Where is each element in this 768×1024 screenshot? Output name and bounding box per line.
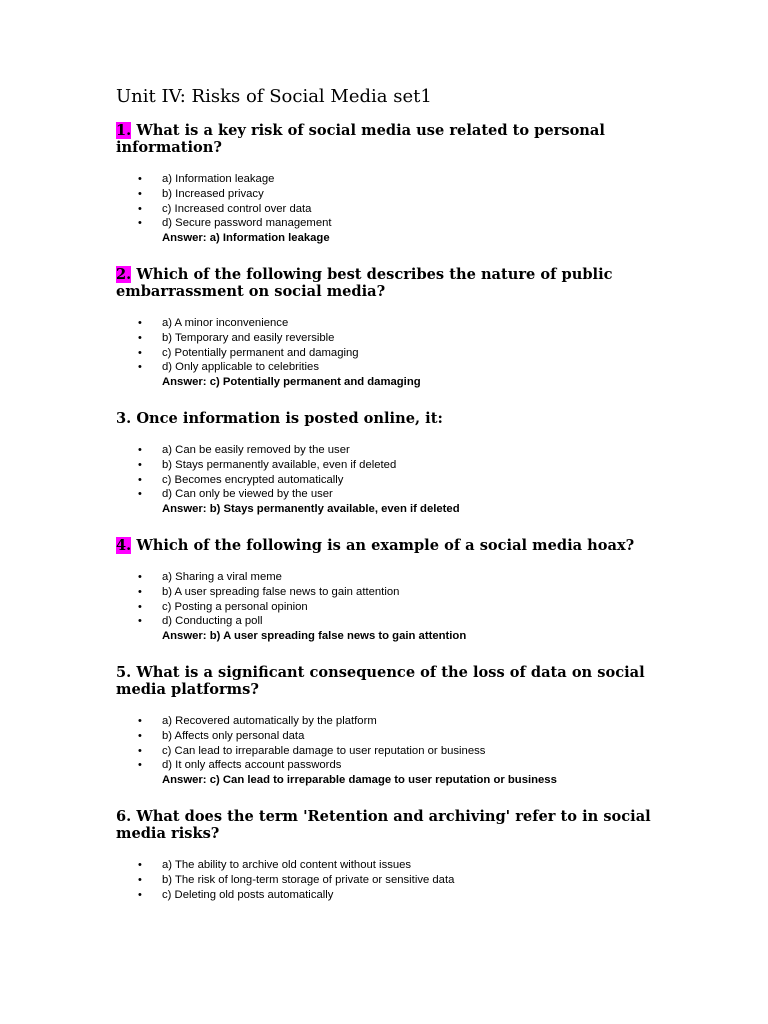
bullet-icon: • (138, 714, 142, 727)
option-text: c) Increased control over data (162, 202, 312, 215)
question-text (116, 122, 656, 156)
bullet-icon: • (138, 729, 142, 742)
option-item (116, 216, 656, 231)
question-text (116, 266, 656, 300)
option-list (116, 858, 656, 902)
question-text (116, 808, 656, 842)
option-item (116, 202, 656, 217)
bullet-icon: • (138, 202, 142, 215)
option-item (116, 473, 656, 488)
option-text: b) A user spreading false news to gain attention (162, 585, 400, 598)
option-item (116, 331, 656, 346)
answer-text: Answer: c) Can lead to irreparable damage to user reputation or business (162, 774, 557, 787)
answer-text: Answer: b) A user spreading false news to gain attention (162, 630, 467, 643)
bullet-icon: • (138, 331, 142, 344)
option-item (116, 172, 656, 187)
option-item (116, 758, 656, 773)
option-text: a) Can be easily removed by the user (162, 443, 350, 456)
option-text: c) Deleting old posts automatically (162, 888, 334, 901)
question-block (116, 122, 656, 246)
option-text: b) Temporary and easily reversible (162, 331, 335, 344)
bullet-icon: • (138, 443, 142, 456)
option-text: c) Can lead to irreparable damage to user reputation or business (162, 744, 486, 757)
bullet-icon: • (138, 570, 142, 583)
option-text: a) The ability to archive old content without issues (162, 858, 412, 871)
question-number: 6. (116, 807, 132, 825)
question-number: 2. (116, 265, 132, 283)
option-item (116, 360, 656, 375)
bullet-icon: • (138, 858, 142, 871)
bullet-icon: • (138, 217, 142, 230)
bullet-icon: • (138, 585, 142, 598)
question-body: What is a key risk of social media use related to personal information? (116, 122, 605, 156)
question-body: What does the term 'Retention and archiving' refer to in social media risks? (116, 807, 651, 842)
bullet-icon: • (138, 488, 142, 501)
option-item (116, 346, 656, 361)
question-body: Once information is posted online, it: (131, 409, 443, 427)
option-text: d) It only affects account passwords (162, 759, 342, 772)
bullet-icon: • (138, 173, 142, 185)
question-block (116, 537, 656, 644)
option-text: a) Recovered automatically by the platform (162, 714, 377, 727)
question-block (116, 410, 656, 517)
option-item (116, 187, 656, 202)
option-text: c) Potentially permanent and damaging (162, 346, 359, 359)
option-item (116, 729, 656, 744)
question-text (116, 410, 656, 427)
option-item (116, 600, 656, 615)
option-text: d) Only applicable to celebrities (162, 361, 319, 374)
question-block (116, 664, 656, 788)
option-list (116, 570, 656, 629)
question-number: 5. (116, 663, 132, 681)
option-item (116, 873, 656, 888)
question-number: 3. (116, 409, 132, 427)
option-text: b) Increased privacy (162, 187, 264, 200)
question-block (116, 266, 656, 390)
option-item (116, 570, 656, 585)
option-text: a) Sharing a viral meme (162, 570, 282, 583)
question-body: Which of the following is an example of a social media hoax? (131, 536, 635, 554)
bullet-icon: • (138, 615, 142, 628)
question-body: What is a significant consequence of the loss of data on social media platforms? (116, 663, 645, 698)
question-number: 1. (116, 122, 132, 139)
option-list (116, 443, 656, 502)
option-text: b) Affects only personal data (162, 729, 305, 742)
bullet-icon: • (138, 744, 142, 757)
option-text: c) Posting a personal opinion (162, 600, 308, 613)
answer-text: Answer: a) Information leakage (162, 232, 330, 245)
bullet-icon: • (138, 888, 142, 901)
option-text: d) Can only be viewed by the user (162, 488, 333, 501)
bullet-icon: • (138, 873, 142, 886)
document-title: Unit IV: Risks of Social Media set1 (116, 86, 432, 107)
answer-text: Answer: b) Stays permanently available, even if deleted (162, 503, 460, 516)
bullet-icon: • (138, 600, 142, 613)
option-text: d) Conducting a poll (162, 615, 263, 628)
option-text: c) Becomes encrypted automatically (162, 473, 344, 486)
bullet-icon: • (138, 346, 142, 359)
option-text: b) The risk of long-term storage of private or sensitive data (162, 873, 455, 886)
bullet-icon: • (138, 316, 142, 329)
option-item (116, 585, 656, 600)
option-item (116, 714, 656, 729)
option-item (116, 458, 656, 473)
option-item (116, 316, 656, 331)
question-list (116, 122, 656, 902)
question-number: 4. (116, 536, 132, 554)
option-item (116, 487, 656, 502)
bullet-icon: • (138, 759, 142, 772)
option-text: a) Information leakage (162, 173, 275, 185)
question-text (116, 537, 656, 554)
bullet-icon: • (138, 473, 142, 486)
option-list (116, 316, 656, 375)
option-item (116, 858, 656, 873)
option-text: d) Secure password management (162, 217, 332, 230)
option-item (116, 443, 656, 458)
option-text: a) A minor inconvenience (162, 316, 289, 329)
option-list (116, 172, 656, 231)
option-item (116, 614, 656, 629)
option-text: b) Stays permanently available, even if deleted (162, 458, 397, 471)
bullet-icon: • (138, 187, 142, 200)
bullet-icon: • (138, 458, 142, 471)
question-text (116, 664, 656, 698)
answer-text: Answer: c) Potentially permanent and damaging (162, 376, 421, 389)
document-page (116, 86, 656, 902)
bullet-icon: • (138, 361, 142, 374)
question-body: Which of the following best describes the nature of public embarrassment on social media? (116, 265, 613, 300)
option-item (116, 744, 656, 759)
option-item (116, 888, 656, 903)
question-block (116, 808, 656, 902)
option-list (116, 714, 656, 773)
